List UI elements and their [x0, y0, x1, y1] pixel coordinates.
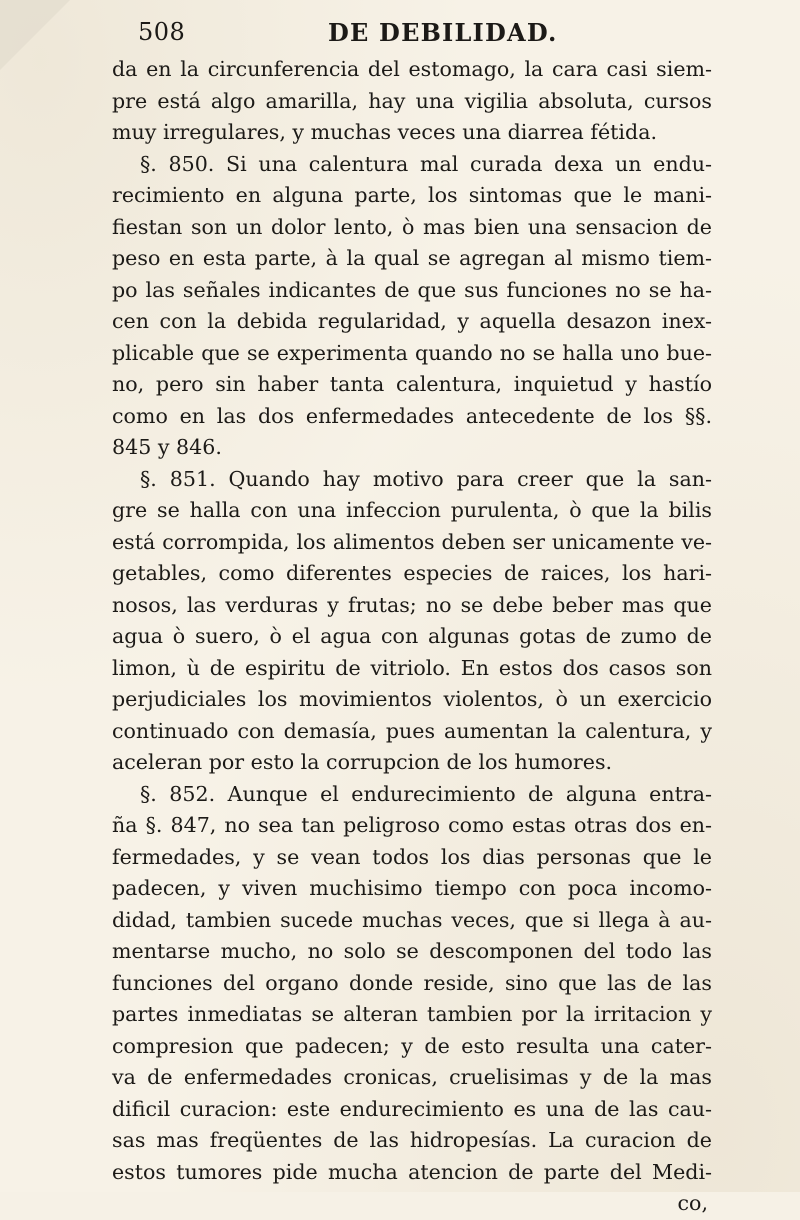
catchword: co,	[677, 1191, 708, 1215]
text-line: didad, tambien sucede muchas veces, que si llega à au-	[112, 907, 712, 932]
text-line: fermedades, y se vean todos los dias personas que le	[112, 844, 712, 869]
body-text	[112, 54, 712, 1220]
section-start-851: §. 851. Quando hay motivo para creer que la san-	[140, 466, 712, 491]
text-line: po las señales indicantes de que sus funciones no se ha-	[112, 277, 712, 302]
text-line: ña §. 847, no sea tan peligroso como estas otras dos en-	[112, 813, 712, 837]
text-line: va de enfermedades cronicas, cruelisimas y de la mas	[112, 1065, 712, 1089]
text-line: plicable que se experimenta quando no se halla uno bue-	[112, 340, 712, 365]
text-line: da en la circunferencia del estomago, la cara casi siem-	[112, 57, 712, 81]
text-line: agua ò suero, ò el agua con algunas gotas de zumo de	[112, 624, 712, 648]
text-line: peso en esta parte, à la qual se agregan al mismo tiem-	[112, 246, 712, 270]
text-line: sas mas freqüentes de las hidropesías. La curacion de	[112, 1128, 712, 1152]
text-line: pre está algo amarilla, hay una vigilia absoluta, cursos	[112, 88, 712, 113]
text-line: gre se halla con una infeccion purulenta, ò que la bilis	[112, 498, 712, 522]
text-line: 845 y 846.	[112, 435, 222, 459]
running-title: DE DEBILIDAD.	[328, 18, 558, 47]
text-line: compresion que padecen; y de esto resulta una cater-	[112, 1033, 712, 1058]
text-line: nosos, las verduras y frutas; no se debe beber mas que	[112, 592, 712, 617]
text-line: como en las dos enfermedades antecedente de los §§.	[112, 403, 712, 428]
page-number: 508	[138, 18, 186, 46]
section-start-852: §. 852. Aunque el endurecimiento de alguna entra-	[140, 781, 712, 806]
text-line: dificil curacion: este endurecimiento es una de las cau-	[112, 1096, 712, 1121]
text-line: recimiento en alguna parte, los sintomas que le mani-	[112, 183, 712, 207]
page-header	[138, 14, 698, 50]
text-line: funciones del organo donde reside, sino que las de las	[112, 970, 712, 995]
text-line: padecen, y viven muchisimo tiempo con poca incomo-	[112, 876, 712, 900]
text-line: cen con la debida regularidad, y aquella desazon inex-	[112, 309, 712, 333]
text-line: partes inmediatas se alteran tambien por la irritacion y	[112, 1002, 712, 1026]
text-line: fiestan son un dolor lento, ò mas bien una sensacion de	[112, 214, 712, 239]
text-line: está corrompida, los alimentos deben ser unicamente ve-	[112, 529, 712, 554]
section-start-850: §. 850. Si una calentura mal curada dexa un endu-	[140, 151, 712, 176]
text-line: perjudiciales los movimientos violentos, ò un exercicio	[112, 687, 712, 711]
text-line: no, pero sin haber tanta calentura, inquietud y hastío	[112, 372, 712, 396]
text-line: limon, ù de espiritu de vitriolo. En estos dos casos son	[112, 655, 712, 680]
text-line: mentarse mucho, no solo se descomponen del todo las	[112, 939, 712, 963]
page-corner-fold	[0, 0, 70, 70]
text-line: getables, como diferentes especies de raices, los hari-	[112, 561, 712, 585]
text-line: aceleran por esto la corrupcion de los humores.	[112, 750, 613, 774]
text-line: muy irregulares, y muchas veces una diarrea fétida.	[112, 120, 658, 144]
text-line: estos tumores pide mucha atencion de parte del Medi-	[112, 1159, 712, 1184]
text-line: continuado con demasía, pues aumentan la calentura, y	[112, 718, 712, 743]
